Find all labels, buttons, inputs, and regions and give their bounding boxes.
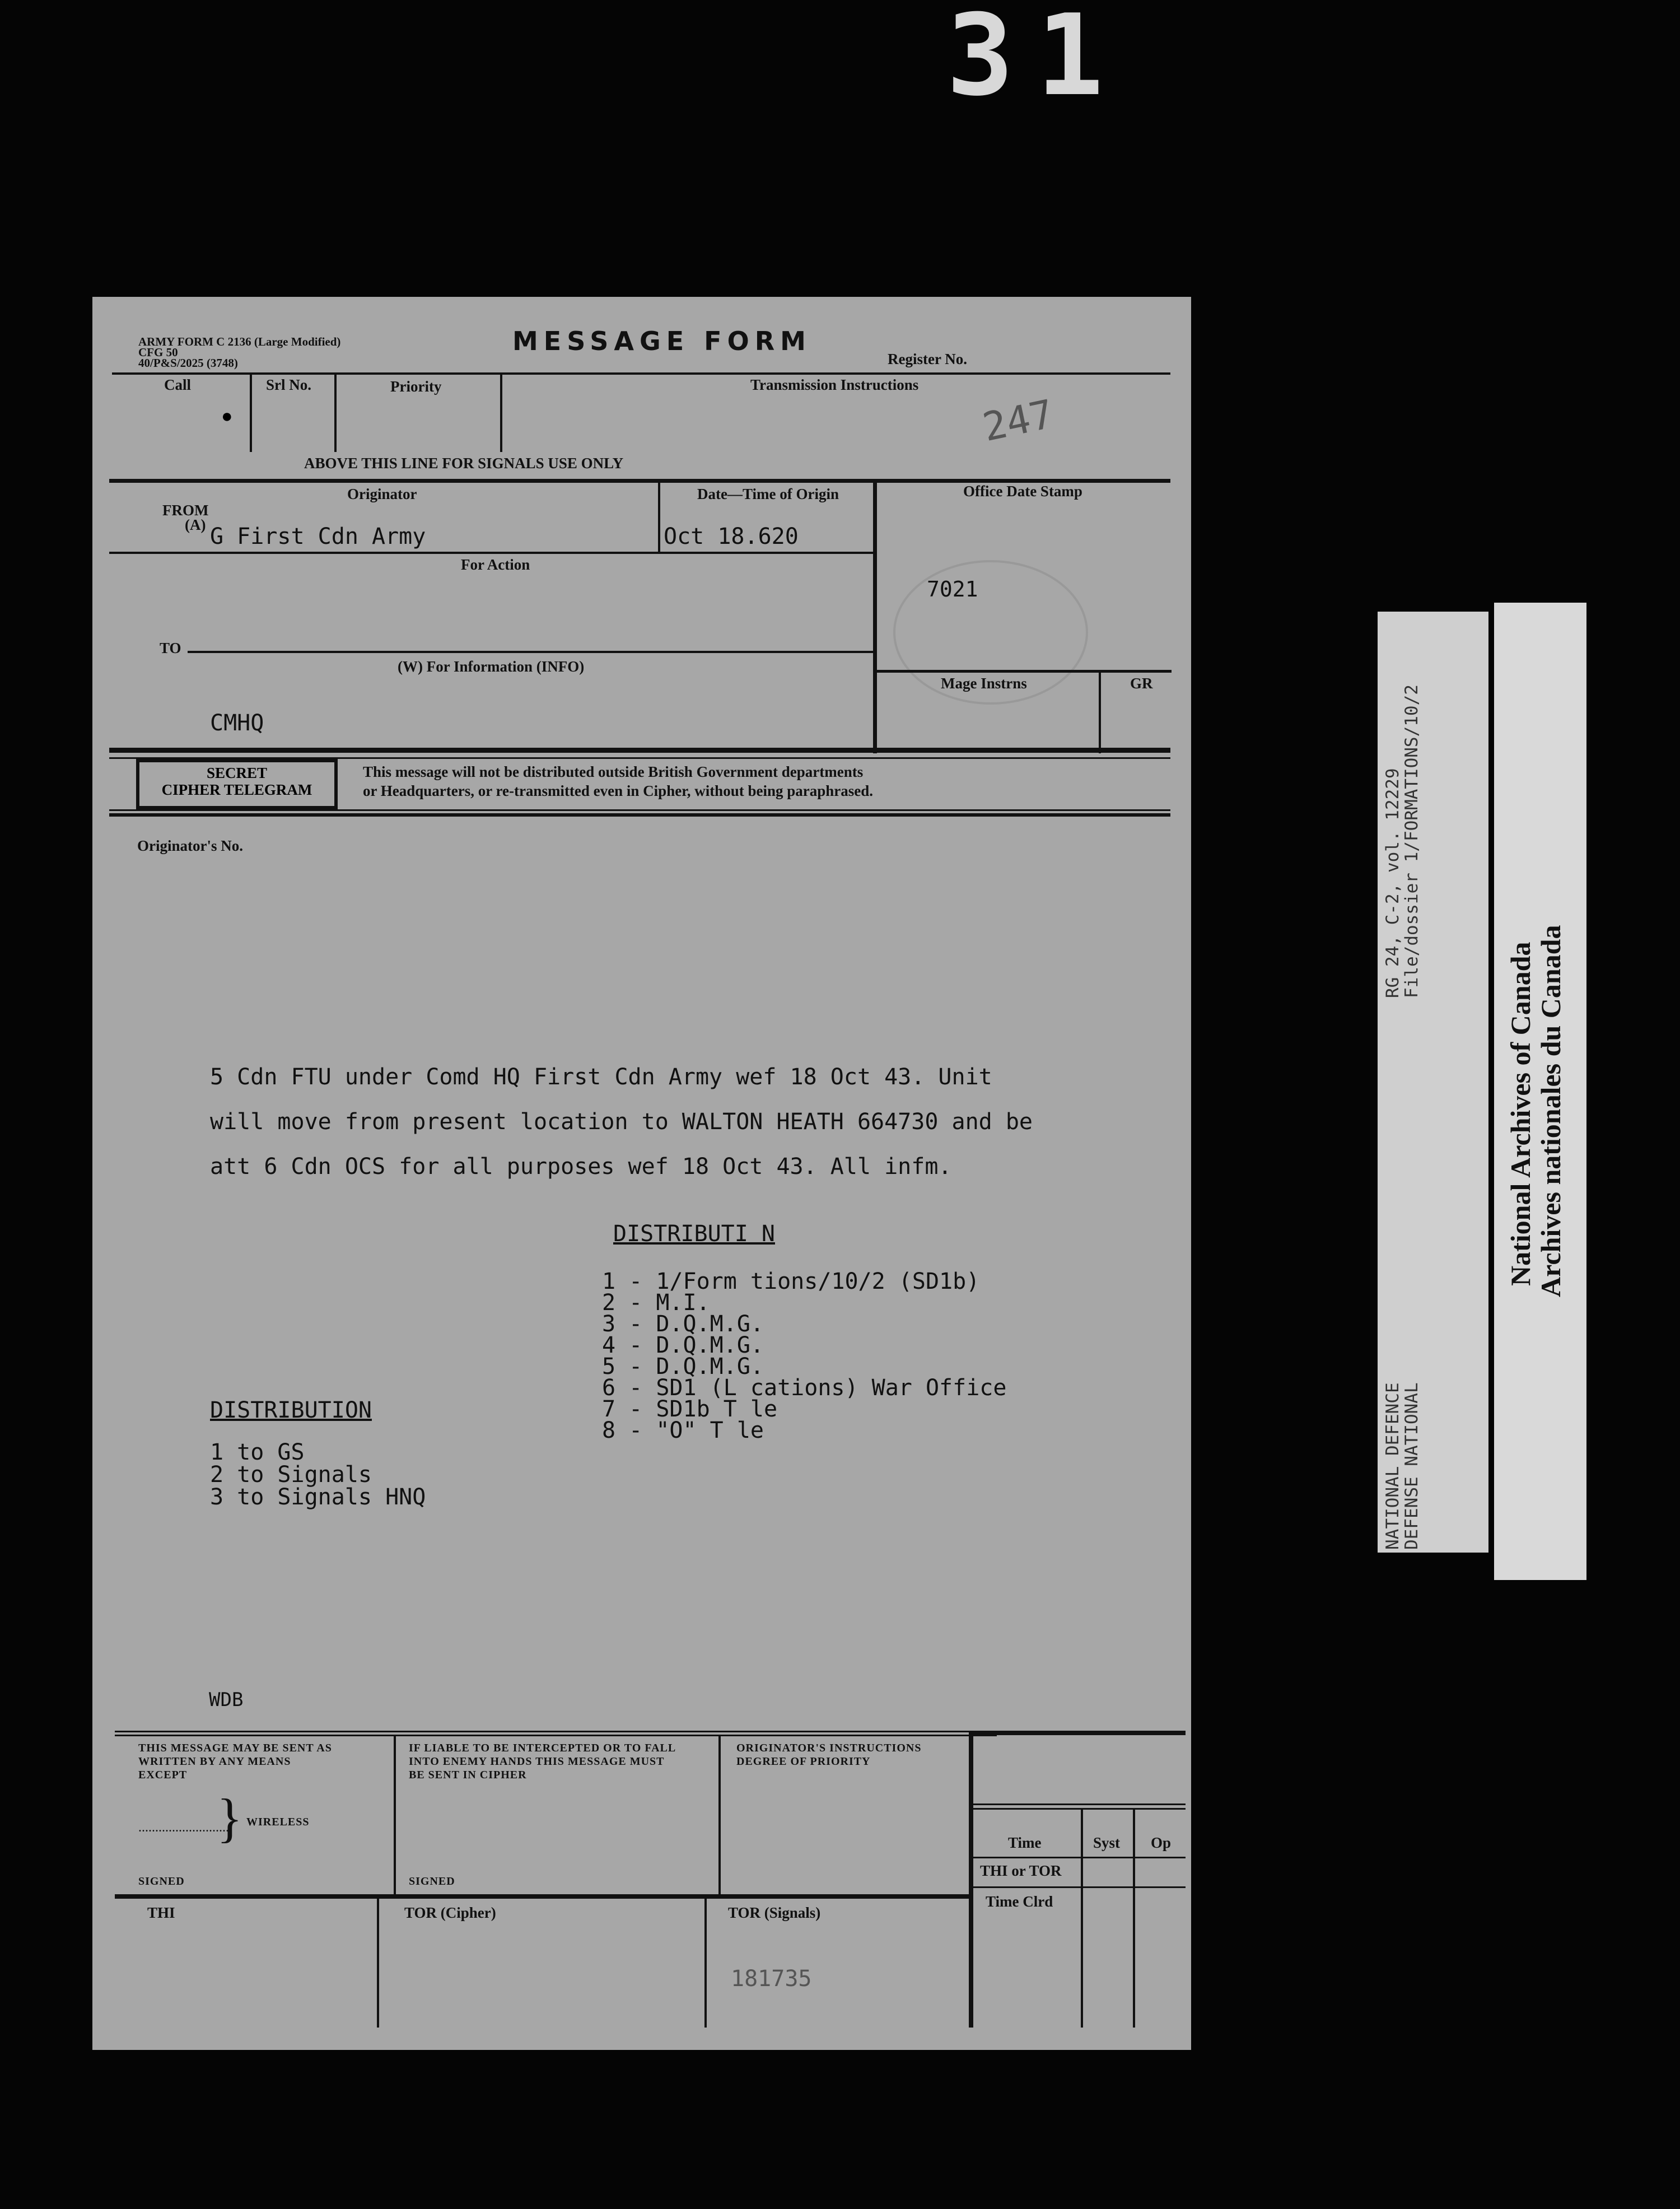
from-label: FROM <box>162 502 209 519</box>
distribution2-item-3: 3 to Signals HNQ <box>210 1484 426 1510</box>
distribution-item-8: 8 - "O" T le <box>602 1418 764 1443</box>
distribution-item-7: 7 - SD1b T le <box>602 1396 778 1422</box>
stamp-value: 7021 <box>927 577 978 602</box>
distribution2-heading: DISTRIBUTION <box>210 1397 372 1423</box>
signed-label-1: SIGNED <box>138 1875 185 1888</box>
body-line-3: att 6 Cdn OCS for all purposes wef 18 Oct 43. All infm. <box>210 1154 952 1180</box>
for-action-label: For Action <box>461 556 530 573</box>
date-time-value: Oct 18.620 <box>664 524 799 549</box>
distribution2-item-1: 1 to GS <box>210 1439 305 1465</box>
distribution2-item-2: 2 to Signals <box>210 1462 372 1488</box>
secret-cipher-box <box>136 759 338 809</box>
signed-label-2: SIGNED <box>409 1875 455 1888</box>
srl-no-label: Srl No. <box>266 376 311 393</box>
tor-signals-label: TOR (Signals) <box>728 1904 821 1921</box>
tag2-line-2: Archives nationales du Canada <box>1535 925 1566 1297</box>
tag1-line-1: RG 24, C-2, vol. 12229 <box>1383 768 1403 998</box>
cipher-telegram-line: CIPHER TELEGRAM <box>161 781 312 798</box>
op-label: Op <box>1151 1834 1172 1851</box>
originators-no-label: Originator's No. <box>137 837 243 854</box>
distribution-item-3: 3 - D.Q.M.G. <box>602 1311 764 1337</box>
sent-as-line-1: THIS MESSAGE MAY BE SENT AS <box>138 1742 332 1754</box>
priority-label: Priority <box>390 378 442 395</box>
thi-label: THI <box>147 1904 175 1921</box>
tag1-line-2: File/dossier 1/FORMATIONS/10/2 <box>1402 684 1422 998</box>
info-value: CMHQ <box>210 710 264 736</box>
wireless-label: WIRELESS <box>246 1816 310 1828</box>
time-label: Time <box>1008 1834 1042 1851</box>
tag2-line-1: National Archives of Canada <box>1505 942 1536 1286</box>
orig-instr-line-2: DEGREE OF PRIORITY <box>736 1755 871 1768</box>
register-handwritten: 247 <box>978 390 1058 451</box>
secret-line: SECRET <box>206 765 268 781</box>
tag1-bottom-line-2: DEFENSE NATIONAL <box>1402 1382 1422 1550</box>
distribution-item-5: 5 - D.Q.M.G. <box>602 1354 764 1380</box>
wireless-dots: ........................... <box>138 1820 229 1835</box>
army-form-line-2: CFG 50 <box>138 346 178 359</box>
frame-number: 31 <box>946 0 1126 121</box>
distribution-heading: DISTRIBUTI N <box>613 1221 775 1247</box>
originator-label: Originator <box>347 486 417 502</box>
archive-reference-tag <box>1378 612 1488 1553</box>
thi-or-tor-label: THI or TOR <box>980 1862 1062 1879</box>
register-no-label: Register No. <box>888 351 967 367</box>
sent-as-line-3: EXCEPT <box>138 1769 188 1781</box>
tag1-bottom-line-1: NATIONAL DEFENCE <box>1383 1382 1403 1550</box>
message-form <box>92 297 1191 2050</box>
from-sub-label: (A) <box>185 516 206 533</box>
signals-use-line: ABOVE THIS LINE FOR SIGNALS USE ONLY <box>304 455 624 472</box>
form-title: MESSAGE FORM <box>512 326 811 356</box>
tor-signals-value: 181735 <box>731 1966 812 1992</box>
distribution-item-2: 2 - M.I. <box>602 1290 710 1316</box>
body-line-1: 5 Cdn FTU under Comd HQ First Cdn Army wef 18 Oct 43. Unit <box>210 1064 992 1090</box>
sent-as-line-2: WRITTEN BY ANY MEANS <box>138 1755 291 1768</box>
to-label: TO <box>160 640 181 656</box>
date-time-label: Date—Time of Origin <box>697 486 839 502</box>
msge-instrns-label: Mage Instrns <box>941 675 1027 692</box>
army-form-line-1: ARMY FORM C 2136 (Large Modified) <box>138 335 341 348</box>
intercept-line-1: IF LIABLE TO BE INTERCEPTED OR TO FALL <box>409 1742 676 1754</box>
originator-value: G First Cdn Army <box>210 524 426 549</box>
distribution-item-6: 6 - SD1 (L cations) War Office <box>602 1375 1007 1401</box>
army-form-line-3: 40/P&S/2025 (3748) <box>138 356 238 370</box>
time-clrd-label: Time Clrd <box>986 1893 1053 1910</box>
distribution-item-1: 1 - 1/Form tions/10/2 (SD1b) <box>602 1269 980 1294</box>
notice-line-1: This message will not be distributed outside British Government departments <box>363 763 864 780</box>
office-stamp-label: Office Date Stamp <box>963 483 1082 500</box>
tor-cipher-label: TOR (Cipher) <box>404 1904 496 1921</box>
intercept-line-3: BE SENT IN CIPHER <box>409 1769 527 1781</box>
gr-label: GR <box>1130 675 1153 692</box>
info-label: (W) For Information (INFO) <box>398 658 585 675</box>
intercept-line-2: INTO ENEMY HANDS THIS MESSAGE MUST <box>409 1755 665 1768</box>
wireless-brace: } <box>217 1788 243 1848</box>
orig-instr-line-1: ORIGINATOR'S INSTRUCTIONS <box>736 1742 922 1754</box>
distribution-item-4: 4 - D.Q.M.G. <box>602 1332 764 1358</box>
syst-label: Syst <box>1093 1834 1121 1851</box>
notice-line-2: or Headquarters, or re-transmitted even in Cipher, without being paraphrased. <box>363 782 873 799</box>
punch-mark: ● <box>221 406 233 427</box>
body-line-2: will move from present location to WALTON HEATH 664730 and be <box>210 1109 1033 1135</box>
call-label: Call <box>164 376 192 393</box>
initials: WDB <box>209 1689 244 1711</box>
transmission-label: Transmission Instructions <box>750 376 919 393</box>
national-archives-tag <box>1494 603 1586 1580</box>
